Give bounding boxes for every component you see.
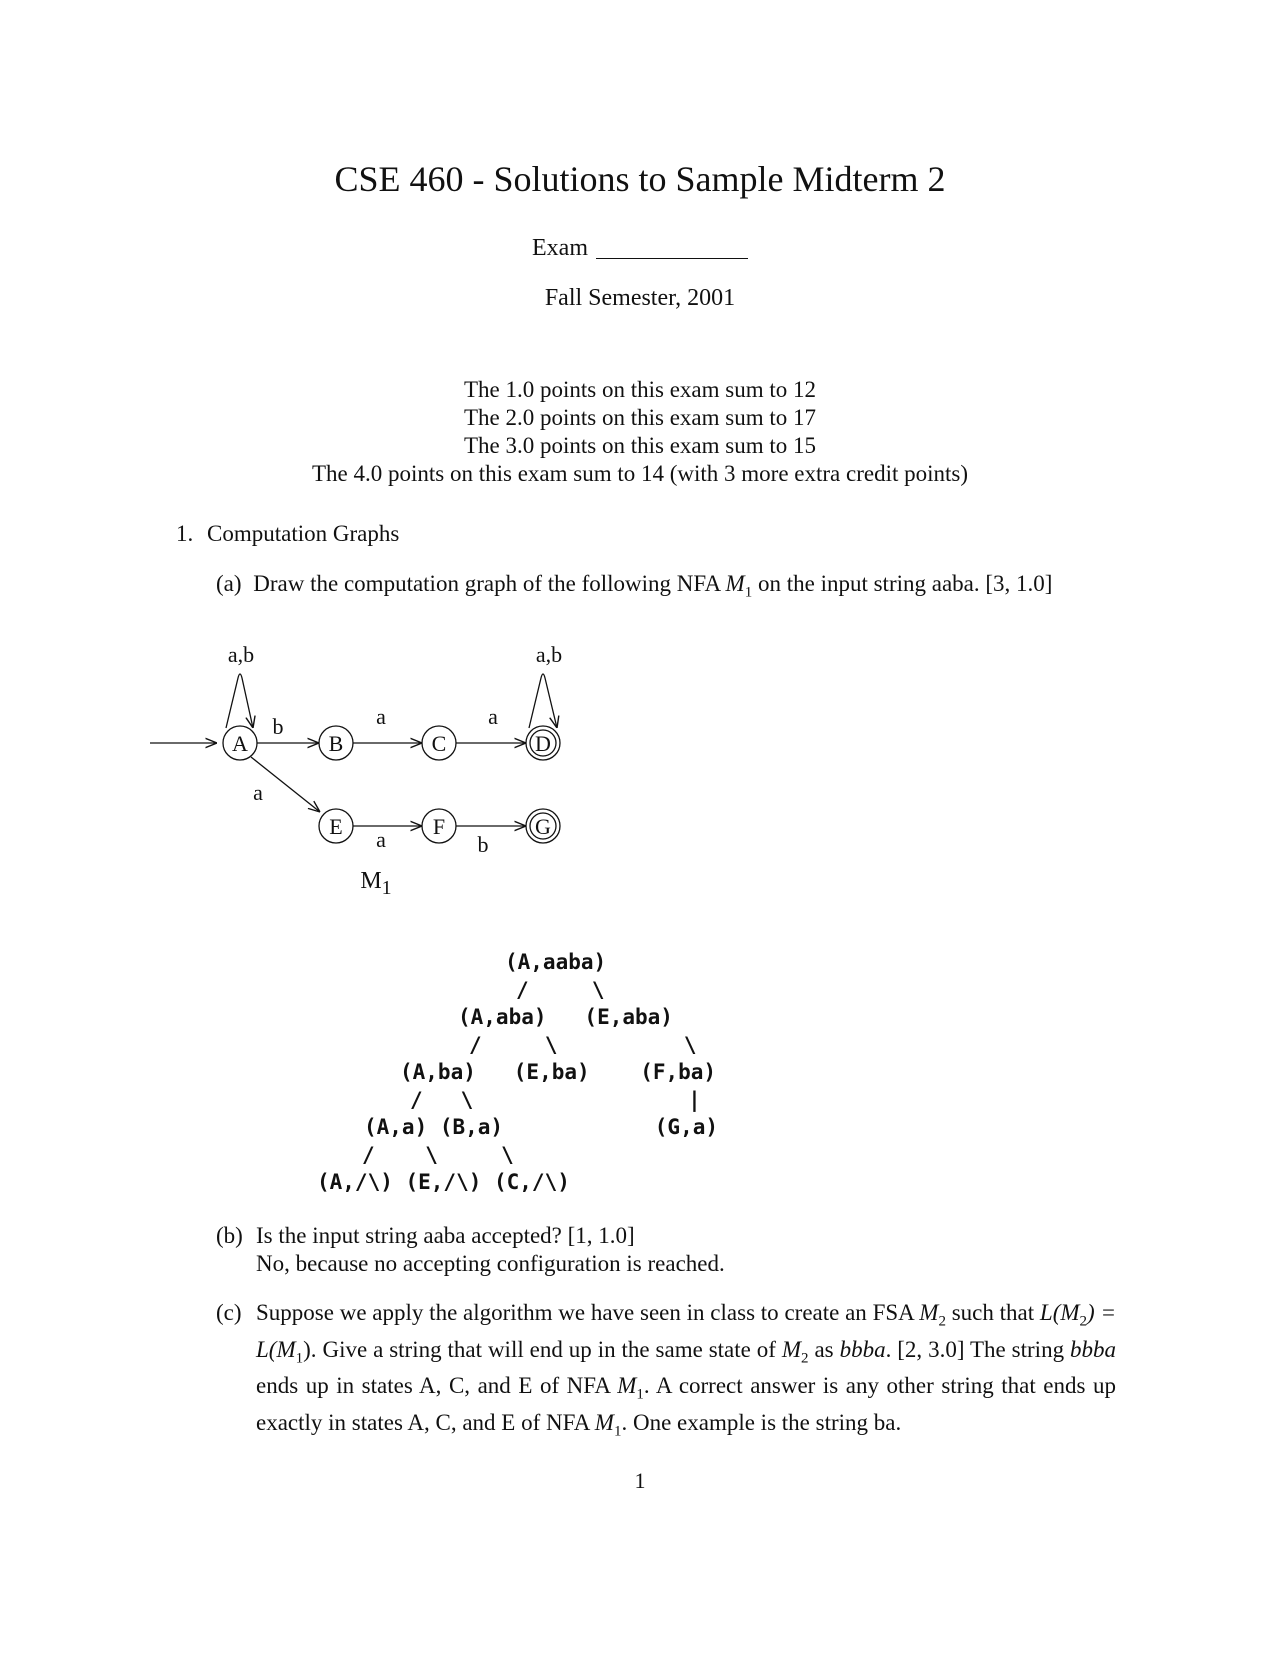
part-c-answer: The string	[970, 1336, 1070, 1362]
question-1c	[216, 1299, 1116, 1445]
loop-label: a,b	[535, 642, 563, 667]
state-label: F	[432, 814, 446, 839]
exam-line	[0, 235, 1280, 262]
math-m: M	[594, 1409, 614, 1435]
points-line: The 4.0 points on this exam sum to 14 (with 3 more extra credit points)	[311, 461, 969, 486]
machine-caption	[360, 868, 391, 899]
edge-label: a	[376, 704, 386, 729]
state-label: C	[431, 731, 447, 756]
part-label: (a)	[216, 571, 242, 596]
nfa-diagram	[140, 630, 600, 900]
question-title: Computation Graphs	[207, 521, 400, 546]
loop-label: a,b	[227, 642, 255, 667]
part-c-answer: ends up in states A, C, and E of NFA	[256, 1373, 618, 1399]
points-line: The 1.0 points on this exam sum to 12	[463, 377, 816, 402]
part-label: (c)	[216, 1300, 242, 1325]
part-c-points: . [2, 3.0]	[885, 1336, 965, 1362]
math-sub: 2	[1079, 1313, 1088, 1330]
graph-edges: / \ \	[362, 1143, 514, 1167]
state-label: G	[535, 814, 551, 839]
part-a-text-after: on the input string aaba. [3, 1.0]	[752, 571, 1053, 596]
edge-label: a	[253, 780, 263, 805]
math-eq: ) = L(M	[256, 1300, 1116, 1362]
part-c-answer: . A correct answer is any other string that ends up exactly in states A, C, and E of NFA	[256, 1373, 1116, 1435]
question-number: 1.	[176, 521, 194, 546]
math-m: M	[919, 1300, 939, 1325]
page-title: CSE 460 - Solutions to Sample Midterm 2	[334, 159, 946, 199]
graph-node: (A,ba) (E,ba) (F,ba)	[400, 1060, 717, 1084]
graph-edges: / \ \	[469, 1033, 697, 1057]
question-1-heading	[176, 521, 399, 547]
math-sub: 1	[636, 1386, 644, 1403]
machine-sub: 1	[744, 584, 753, 601]
math-bbba: bbba	[1070, 1336, 1116, 1362]
edge-label: a	[376, 827, 386, 852]
state-label: D	[535, 731, 551, 756]
semester: Fall Semester, 2001	[544, 285, 736, 311]
loop-d	[529, 674, 557, 728]
math-m: M	[781, 1336, 802, 1362]
page-number: 1	[634, 1468, 646, 1493]
part-c-text: Suppose we apply the algorithm we have seen in class to create an FSA	[256, 1300, 920, 1325]
part-c-text: ). Give a string that will end up in the same state of	[303, 1336, 782, 1362]
points-summary	[0, 376, 1280, 488]
state-label: A	[232, 731, 248, 756]
graph-node: (A,aaba)	[505, 950, 607, 974]
caption-sub: 1	[381, 877, 392, 899]
points-line: The 3.0 points on this exam sum to 15	[463, 433, 816, 458]
part-a-text: Draw the computation graph of the following NFA	[253, 571, 726, 596]
edge-label: b	[477, 832, 489, 857]
state-label: E	[329, 814, 343, 839]
graph-node: (A,a) (B,a) (G,a)	[364, 1115, 719, 1139]
edge-label: a	[488, 704, 498, 729]
question-1b	[216, 1222, 1116, 1278]
math-m: M	[617, 1373, 637, 1399]
part-c-answer: . One example is the string ba.	[621, 1409, 902, 1435]
part-b-question: Is the input string aaba accepted? [1, 1.0]	[256, 1223, 635, 1248]
part-label: (b)	[216, 1223, 243, 1248]
loop-a	[226, 674, 253, 728]
math-bbba: bbba	[839, 1336, 886, 1362]
graph-edges: / \ |	[410, 1088, 701, 1112]
machine-name: M	[725, 571, 745, 596]
part-c-text: as	[808, 1336, 840, 1362]
edge-label: b	[272, 714, 284, 739]
points-line: The 2.0 points on this exam sum to 17	[463, 405, 816, 430]
math-sub: 2	[801, 1350, 809, 1367]
exam-blank	[596, 258, 748, 259]
part-c-text: such that	[945, 1300, 1040, 1325]
caption-m: M	[360, 868, 382, 894]
math-l: L(M	[1039, 1300, 1080, 1325]
exam-label: Exam	[532, 235, 588, 261]
graph-node: (A,/\) (E,/\) (C,/\)	[317, 1170, 570, 1194]
math-sub: 2	[938, 1313, 946, 1330]
part-b-answer: No, because no accepting configuration is reached.	[256, 1251, 725, 1276]
math-sub: 1	[295, 1350, 304, 1367]
question-1a	[216, 571, 1052, 602]
graph-edges: / \	[516, 978, 605, 1002]
state-label: B	[328, 731, 344, 756]
math-sub: 1	[613, 1423, 622, 1440]
graph-node: (A,aba) (E,aba)	[458, 1005, 673, 1029]
